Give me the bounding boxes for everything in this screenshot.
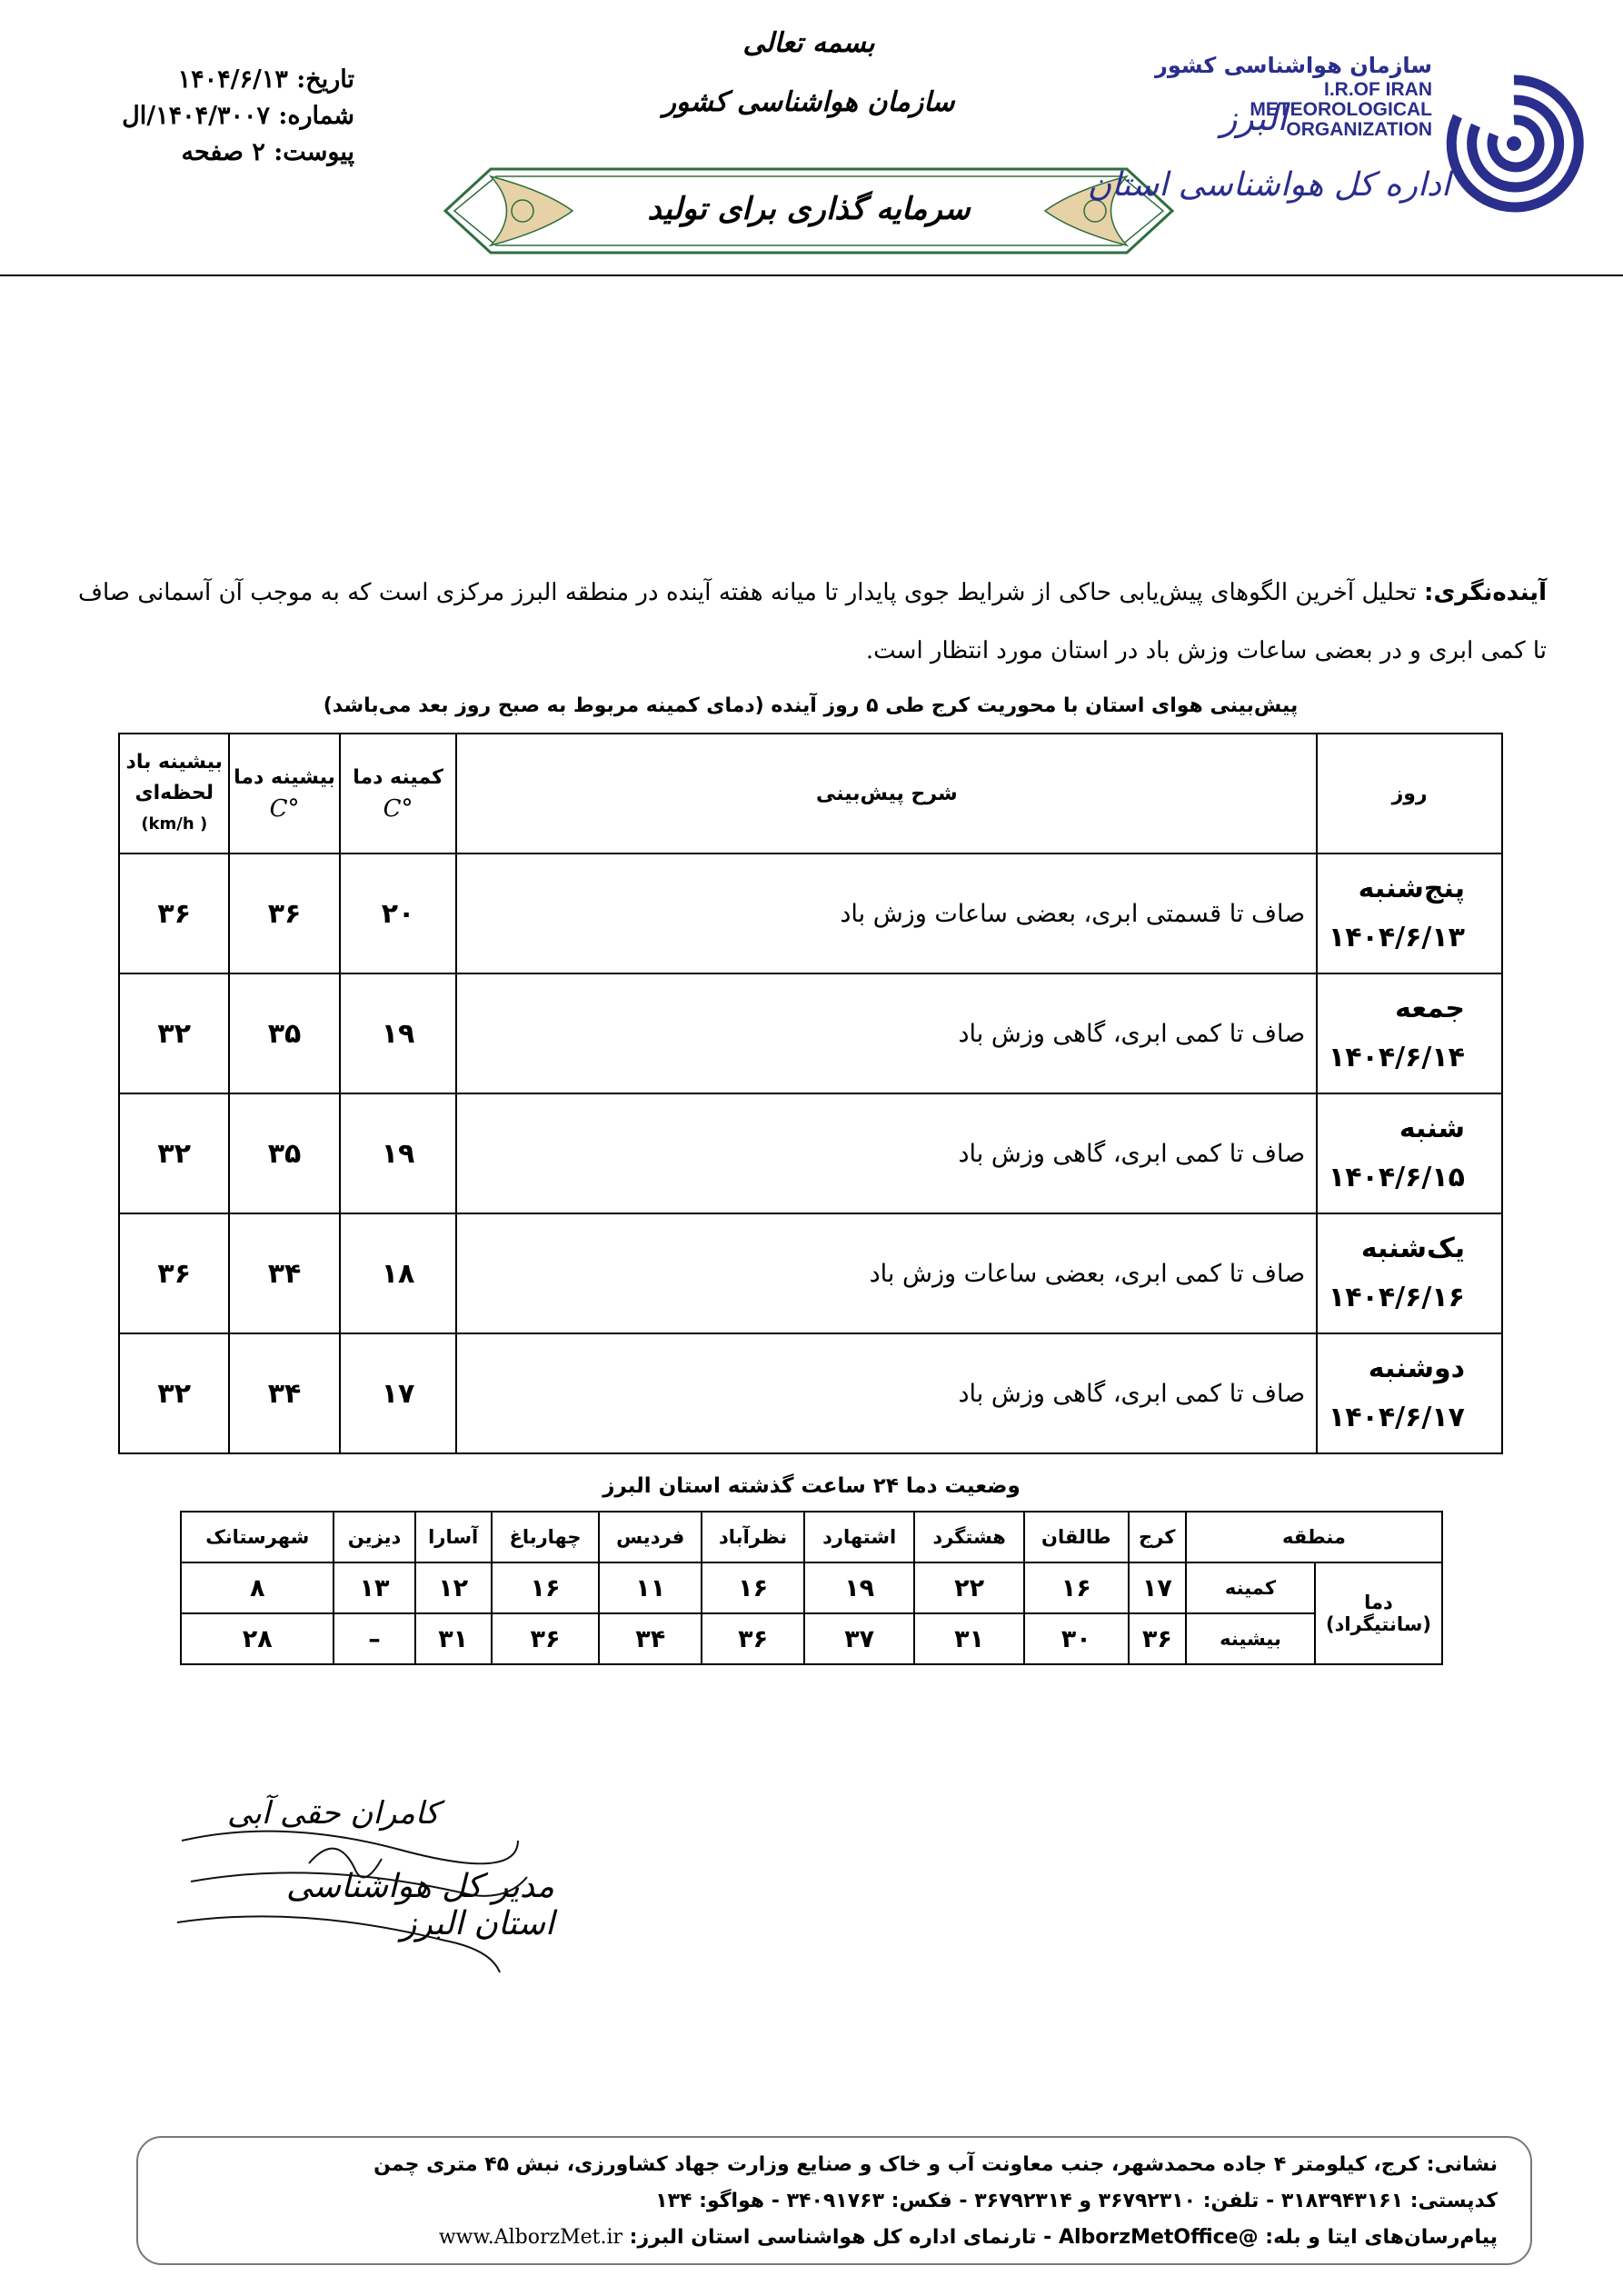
station-header: هشتگرد <box>914 1512 1024 1562</box>
forecast-row <box>119 854 1502 973</box>
station-header: شهرستانک <box>181 1512 334 1562</box>
signature-strokes <box>173 1813 554 1977</box>
forecast-table-caption: پیش‌بینی هوای استان با محوریت کرج طی ۵ روز آینده (دمای کمینه مربوط به صبح روز بعد می‌باشد) <box>323 694 1299 717</box>
station-header: نظرآباد <box>702 1512 804 1562</box>
forecast-min-cell: ۱۷ <box>340 1333 457 1453</box>
slogan-text: سرمایه گذاری برای تولید <box>647 191 971 227</box>
station-min-value: ۱۹ <box>804 1562 914 1613</box>
org-name: سازمان هواشناسی کشور <box>662 86 955 118</box>
station-min-value: ۱۷ <box>1129 1562 1186 1613</box>
station-max-value: ۳۱ <box>914 1613 1024 1664</box>
station-header: اشتهارد <box>804 1512 914 1562</box>
forecast-min-cell: ۱۹ <box>340 973 457 1093</box>
forecast-gust-cell: ۳۲ <box>119 1093 229 1213</box>
logo-script-office: اداره کل هواشناسی استان <box>1087 166 1450 204</box>
col-min-temp: کمینه دما °C <box>340 734 457 854</box>
station-max-value: ۳۶ <box>1129 1613 1186 1664</box>
past24-max-label: بیشینه <box>1186 1613 1315 1664</box>
outlook-paragraph <box>78 564 1547 680</box>
forecast-row <box>119 1333 1502 1453</box>
past24-header-row <box>181 1512 1442 1562</box>
station-max-value: ۳۰ <box>1024 1613 1129 1664</box>
station-min-value: ۸ <box>181 1562 334 1613</box>
footer-address: نشانی: کرج، کیلومتر ۴ جاده محمدشهر، جنب معاونت آب و خاک و صنایع وزارت جهاد کشاورزی، نبش ۴۵ متری چمن <box>373 2153 1498 2176</box>
forecast-table <box>118 733 1503 1454</box>
forecast-day-cell: دوشنبه ۱۴۰۴/۶/۱۷ <box>1317 1333 1502 1453</box>
station-min-value: ۱۶ <box>492 1562 599 1613</box>
outlook-body: تحلیل آخرین الگوهای پیش‌یابی حاکی از شرایط جوی پایدار تا میانه هفته آینده در منطقه البرز مرکزی است که به موجب آن آسمانی صاف تا کمی ابری و در بعضی ساعات وزش باد در استان مورد انتظار است. <box>78 579 1547 664</box>
footer-messengers: پیام‌رسان‌های ایتا و بله: @AlborzMetOffice - تارنمای اداره کل هواشناسی استان البرز: www.AlborzMet.ir <box>438 2226 1498 2249</box>
basmala: بسمه تعالی <box>742 27 875 59</box>
logo-emblem-icon <box>1441 62 1587 235</box>
forecast-gust-cell: ۳۶ <box>119 854 229 973</box>
logo-org-fa: سازمان هواشناسی کشور <box>1155 53 1432 78</box>
station-max-value: ۳۶ <box>492 1613 599 1664</box>
forecast-day-cell: یک‌شنبه ۱۴۰۴/۶/۱۶ <box>1317 1213 1502 1333</box>
forecast-day-cell: شنبه ۱۴۰۴/۶/۱۵ <box>1317 1093 1502 1213</box>
letter-date: تاریخ: ۱۴۰۴/۶/۱۳ <box>177 65 354 94</box>
logo-org-en: I.R.OF IRAN METEOROLOGICAL ORGANIZATION <box>1250 79 1432 140</box>
station-min-value: ۲۲ <box>914 1562 1024 1613</box>
past24-table <box>180 1511 1443 1665</box>
past24-max-row <box>181 1613 1442 1664</box>
forecast-max-cell: ۳۴ <box>229 1213 339 1333</box>
forecast-gust-cell: ۳۶ <box>119 1213 229 1333</box>
col-description: شرح پیش‌بینی <box>456 734 1317 854</box>
forecast-row <box>119 1093 1502 1213</box>
past24-min-row <box>181 1562 1442 1613</box>
letter-meta <box>82 62 354 171</box>
past24-region-header: منطقه <box>1186 1512 1442 1562</box>
forecast-gust-cell: ۳۲ <box>119 973 229 1093</box>
station-max-value: ۳۴ <box>599 1613 702 1664</box>
forecast-min-cell: ۱۸ <box>340 1213 457 1333</box>
forecast-max-cell: ۳۶ <box>229 854 339 973</box>
past24-table-caption: وضعیت دما ۲۴ ساعت گذشته استان البرز <box>602 1474 1021 1498</box>
forecast-day-cell: جمعه ۱۴۰۴/۶/۱۴ <box>1317 973 1502 1093</box>
forecast-row <box>119 973 1502 1093</box>
station-header: دیزین <box>334 1512 414 1562</box>
station-min-value: ۱۶ <box>1024 1562 1129 1613</box>
forecast-min-cell: ۲۰ <box>340 854 457 973</box>
forecast-min-cell: ۱۹ <box>340 1093 457 1213</box>
forecast-day-cell: پنج‌شنبه ۱۴۰۴/۶/۱۳ <box>1317 854 1502 973</box>
header-divider <box>0 275 1623 276</box>
forecast-max-cell: ۳۴ <box>229 1333 339 1453</box>
signature-block <box>173 1795 554 1977</box>
forecast-desc-cell: صاف تا قسمتی ابری، بعضی ساعات وزش باد <box>456 854 1317 973</box>
forecast-header-row <box>119 734 1502 854</box>
footer-box <box>136 2136 1532 2265</box>
forecast-desc-cell: صاف تا کمی ابری، گاهی وزش باد <box>456 1093 1317 1213</box>
station-min-value: ۱۶ <box>702 1562 804 1613</box>
station-min-value: ۱۲ <box>415 1562 492 1613</box>
logo-script-province: البرز <box>1220 98 1287 138</box>
forecast-desc-cell: صاف تا کمی ابری، گاهی وزش باد <box>456 1333 1317 1453</box>
station-max-value: – <box>334 1613 414 1664</box>
past24-temp-label: دما (سانتیگراد) <box>1315 1562 1442 1664</box>
forecast-desc-cell: صاف تا کمی ابری، بعضی ساعات وزش باد <box>456 1213 1317 1333</box>
station-header: طالقان <box>1024 1512 1129 1562</box>
station-max-value: ۳۷ <box>804 1613 914 1664</box>
signatory-title: مدیر کل هواشناسی استان البرز <box>285 1868 554 1942</box>
letter-attachment: پیوست: ۲ صفحه <box>181 138 354 166</box>
station-min-value: ۱۱ <box>599 1562 702 1613</box>
station-header: آسارا <box>415 1512 492 1562</box>
outlook-heading: آینده‌نگری: <box>1424 579 1547 606</box>
footer-contacts: کدپستی: ۳۱۸۳۹۴۳۱۶۱ - تلفن: ۳۶۷۹۲۳۱۰ و ۳۶۷۹۲۳۱۴ - فکس: ۳۴۰۹۱۷۶۳ - هواگو: ۱۳۴ <box>655 2190 1498 2212</box>
station-min-value: ۱۳ <box>334 1562 414 1613</box>
station-max-value: ۳۶ <box>702 1613 804 1664</box>
station-header: فردیس <box>599 1512 702 1562</box>
col-max-temp: بیشینه دما °C <box>229 734 339 854</box>
forecast-max-cell: ۳۵ <box>229 1093 339 1213</box>
station-max-value: ۳۱ <box>415 1613 492 1664</box>
forecast-max-cell: ۳۵ <box>229 973 339 1093</box>
footer-website-link[interactable]: www.AlborzMet.ir <box>438 2226 622 2249</box>
forecast-gust-cell: ۳۲ <box>119 1333 229 1453</box>
col-day: روز <box>1317 734 1502 854</box>
letter-number: شماره: ۱۴۰۴/۳۰۰۷/ال <box>122 102 354 130</box>
signatory-name: کامران حقی آبی <box>227 1795 440 1832</box>
past24-min-label: کمینه <box>1186 1562 1315 1613</box>
forecast-desc-cell: صاف تا کمی ابری، گاهی وزش باد <box>456 973 1317 1093</box>
station-max-value: ۲۸ <box>181 1613 334 1664</box>
col-max-gust: بیشینه باد لحظه‌ای ( km/h) <box>119 734 229 854</box>
station-header: چهارباغ <box>492 1512 599 1562</box>
forecast-row <box>119 1213 1502 1333</box>
org-logo <box>932 53 1587 253</box>
station-header: کرج <box>1129 1512 1186 1562</box>
